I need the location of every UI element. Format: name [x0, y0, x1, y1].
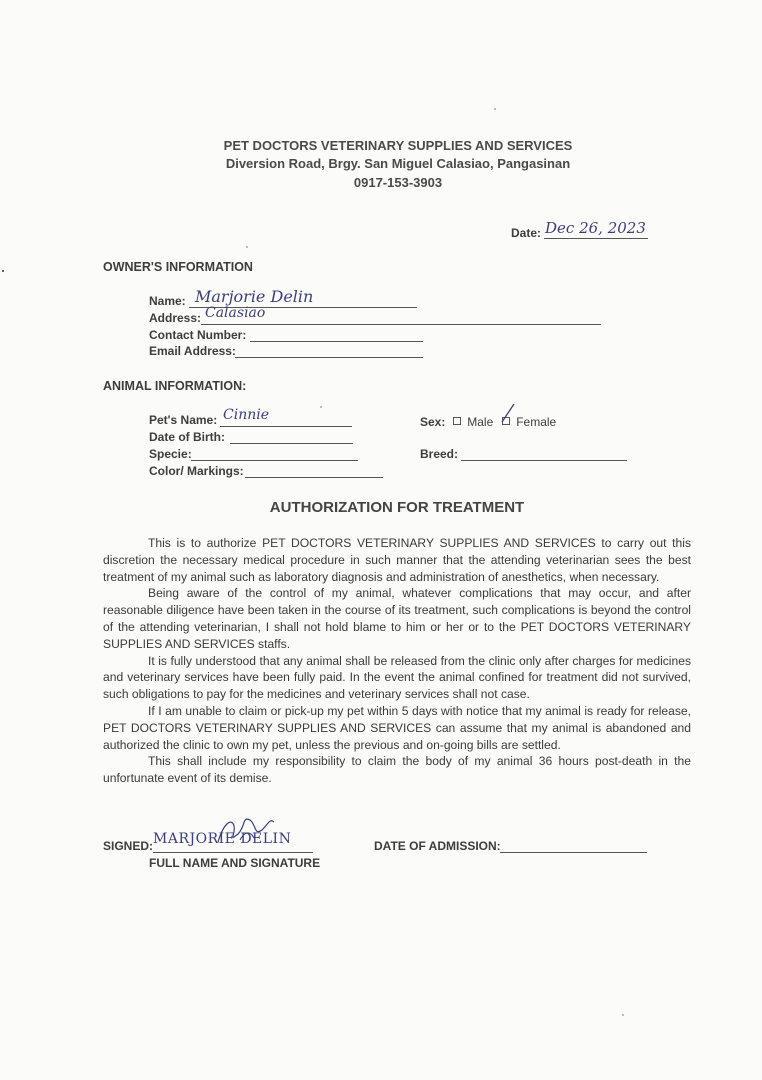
breed-label: Breed: — [420, 447, 459, 461]
animal-heading: ANIMAL INFORMATION: — [103, 379, 247, 393]
owner-address-value: Calasiao — [205, 305, 266, 321]
paragraph-5: This shall include my responsibility to claim the body of my animal 36 hours post-death in the unfortunate event of its demise. — [103, 754, 691, 786]
sex-label: Sex: — [420, 415, 446, 429]
sex-field — [420, 413, 556, 431]
pet-name-line — [220, 426, 352, 427]
authorization-title: AUTHORIZATION FOR TREATMENT — [269, 499, 525, 516]
email-line — [235, 357, 423, 358]
specie-label: Specie: — [149, 447, 192, 461]
signature-line — [153, 852, 313, 853]
date-value: Dec 26, 2023 — [545, 219, 646, 237]
contact-line — [250, 341, 423, 342]
contact-label: Contact Number: — [149, 328, 247, 342]
male-checkbox[interactable] — [453, 417, 461, 425]
authorization-body — [103, 535, 691, 787]
scan-speck — [494, 108, 496, 110]
dob-label: Date of Birth: — [149, 430, 225, 444]
date-label: Date: — [511, 226, 542, 240]
owner-name-label: Name: — [149, 294, 186, 308]
company-name: PET DOCTORS VETERINARY SUPPLIES AND SERVICES — [223, 138, 573, 153]
female-checkbox[interactable] — [502, 417, 510, 425]
scan-speck — [622, 1014, 624, 1016]
checkmark-icon — [500, 404, 516, 426]
email-label: Email Address: — [149, 344, 236, 358]
signed-name: MARJORIE DELIN — [153, 831, 292, 847]
company-phone: 0917-153-3903 — [353, 175, 443, 190]
signature-scribble — [210, 812, 280, 852]
owner-name-value: Marjorie Delin — [195, 287, 314, 306]
paragraph-3: It is fully understood that any animal shall be released from the clinic only after charges for medicines and veterinary services have been fully paid. In the event the animal confined for treatment did not survived, such obligations to pay for the medicines and veterinary services shall not case. — [103, 653, 691, 702]
paragraph-1: This is to authorize PET DOCTORS VETERINARY SUPPLIES AND SERVICES to carry out this discretion the necessary medical procedure in such manner that the attending veterinarian sees the best treatment of my animal such as laboratory diagnosis and administration of anesthetics, when necessary. — [103, 536, 691, 584]
owner-address-line — [201, 324, 601, 325]
color-label: Color/ Markings: — [149, 464, 244, 478]
color-line — [245, 477, 383, 478]
scan-speck — [320, 406, 322, 408]
female-label: Female — [516, 415, 557, 429]
date-line — [544, 238, 648, 239]
dob-line — [230, 443, 353, 444]
admission-line — [500, 852, 647, 853]
pet-name-label: Pet's Name: — [149, 413, 218, 427]
admission-label: DATE OF ADMISSION: — [374, 839, 501, 853]
paragraph-2: Being aware of the control of my animal, whatever complications that may occur, and after reasonable diligence have been taken in the course of its treatment, such complications is beyond the control of the attending veterinarian, I shall not hold blame to him or her or to the PET DOCTORS VETERINARY SUPPLIES AND SERVICES staffs. — [103, 586, 691, 651]
male-label: Male — [467, 415, 494, 429]
signed-label: SIGNED: — [103, 839, 154, 853]
company-address: Diversion Road, Brgy. San Miguel Calasiao, Pangasinan — [225, 156, 571, 171]
scan-speck — [2, 270, 4, 272]
signature-caption: FULL NAME AND SIGNATURE — [149, 856, 321, 870]
scan-speck — [246, 246, 248, 248]
owner-heading: OWNER'S INFORMATION — [103, 260, 253, 274]
pet-name-value: Cinnie — [223, 407, 269, 423]
owner-address-label: Address: — [149, 311, 202, 325]
specie-line — [191, 460, 358, 461]
paragraph-4: If I am unable to claim or pick-up my pet within 5 days with notice that my animal is ready for release, PET DOCTORS VETERINARY SUPPLIES AND SERVICES can assume that my animal is abandoned and authorized the clinic to own my pet, unless the previous and on-going bills are settled. — [103, 703, 691, 752]
breed-line — [461, 460, 627, 461]
